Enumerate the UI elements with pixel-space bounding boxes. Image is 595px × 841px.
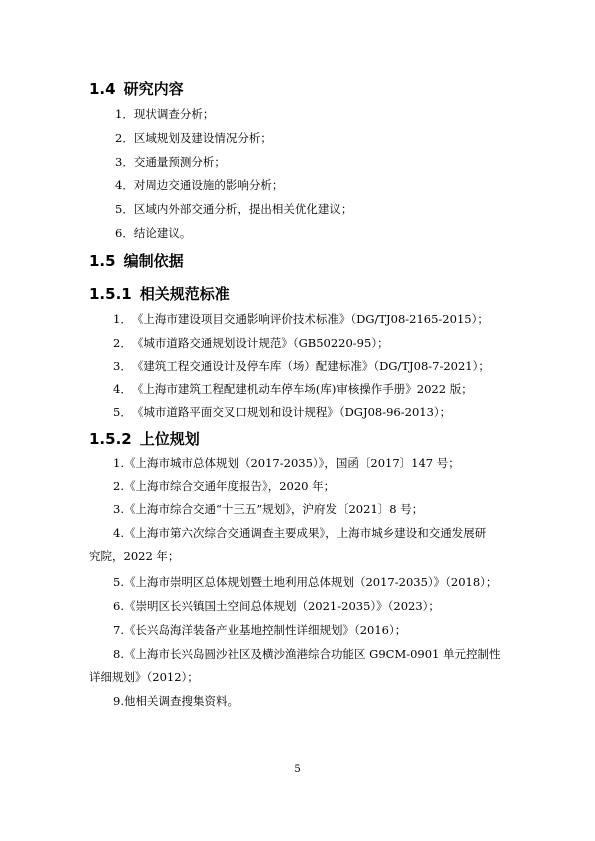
reference-item: 9.他相关调查搜集资料。 <box>113 694 239 708</box>
section-heading-1-4 <box>89 79 184 99</box>
reference-item: 1．《上海市建设项目交通影响评价技术标准》（DG/TJ08-2165-2015）； <box>113 312 489 326</box>
section-number: 1.5.1 <box>89 285 132 303</box>
reference-item: 1.《上海市城市总体规划（2017-2035）》，国函〔2017〕147 号； <box>113 456 460 470</box>
reference-item: 2．《城市道路交通规划设计规范》（GB50220-95）； <box>113 336 389 350</box>
reference-item: 6.《崇明区长兴镇国土空间总体规划（2021-2035）》（2023）； <box>113 599 440 613</box>
section-number: 1.5.2 <box>89 430 132 448</box>
list-item: 4．对周边交通设施的影响分析； <box>115 178 284 192</box>
section-number: 1.5 <box>89 252 116 270</box>
reference-item: 8.《上海市长兴岛圆沙社区及横沙渔港综合功能区 G9CM-0901 单元控制性 <box>113 647 501 661</box>
section-heading-1-5-2 <box>89 429 200 449</box>
page-number: 5 <box>294 764 301 775</box>
reference-item-continuation: 详细规划》（2012）； <box>89 670 199 684</box>
section-title: 上位规划 <box>139 430 200 448</box>
list-item: 2．区域规划及建设情况分析； <box>115 131 272 145</box>
section-title: 相关规范标准 <box>139 285 230 303</box>
reference-item: 4．《上海市建筑工程配建机动车停车场(库)审核操作手册》2022 版； <box>113 382 473 396</box>
list-item: 3．交通量预测分析； <box>115 155 226 169</box>
section-number: 1.4 <box>89 80 116 98</box>
section-title: 编制依据 <box>123 252 184 270</box>
reference-item: 2.《上海市综合交通年度报告》，2020 年； <box>113 479 336 493</box>
reference-item: 5．《城市道路平面交叉口规划和设计规程》（DGJ08-96-2013）； <box>113 405 452 419</box>
reference-item: 3．《建筑工程交通设计及停车库（场）配建标准》（DG/TJ08-7-2021）； <box>113 359 490 373</box>
list-item: 5．区域内外部交通分析，提出相关优化建议； <box>115 202 353 216</box>
list-item: 6．结论建议。 <box>115 226 192 240</box>
section-heading-1-5 <box>89 251 184 271</box>
section-heading-1-5-1 <box>89 284 230 304</box>
reference-item: 3.《上海市综合交通“十三五”规划》，沪府发〔2021〕8 号； <box>113 502 424 516</box>
reference-item: 5.《上海市崇明区总体规划暨土地利用总体规划（2017-2035）》（2018）； <box>113 575 498 589</box>
reference-item: 4.《上海市第六次综合交通调查主要成果》，上海市城乡建设和交通发展研 <box>113 526 487 540</box>
list-item: 1．现状调查分析； <box>115 107 215 121</box>
reference-item-continuation: 究院，2022 年； <box>89 549 180 563</box>
section-title: 研究内容 <box>123 80 184 98</box>
reference-item: 7.《长兴岛海洋装备产业基地控制性详细规划》（2016）； <box>113 623 407 637</box>
